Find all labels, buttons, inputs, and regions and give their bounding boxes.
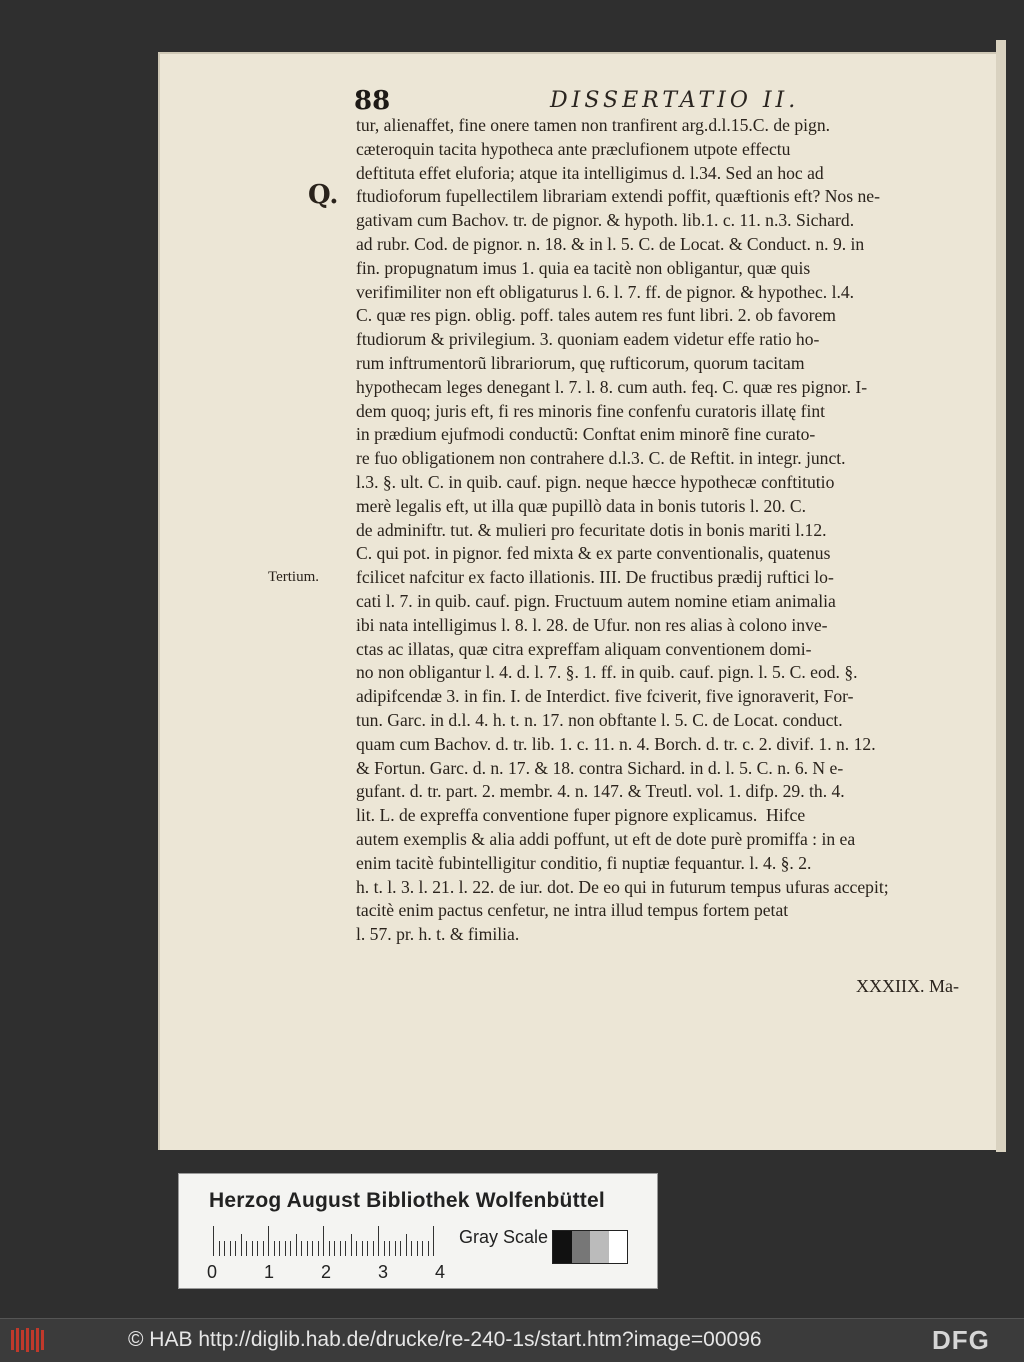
ruler-label: 2 (321, 1262, 332, 1282)
catchword: XXXIIX. Ma- (856, 976, 959, 996)
book-page (158, 52, 996, 1150)
margin-note: Tertium. (268, 569, 320, 585)
text-line: ftudiorum & privilegium. 3. quoniam eadem videtur effe ratio ho- (356, 329, 820, 350)
ruler-tick (263, 1241, 264, 1256)
text-line: cæteroquin tacita hypotheca ante præclufionem utpote effectu (356, 138, 791, 159)
ruler-tick (252, 1241, 253, 1256)
ruler-labels (207, 1262, 467, 1284)
swatch-cell (553, 1231, 572, 1263)
ruler-tick (312, 1241, 313, 1256)
page-edge (996, 40, 1006, 1152)
text-line: C. qui pot. in pignor. fed mixta & ex parte conventionalis, quatenus (356, 543, 831, 564)
text-line: hypothecam leges denegant l. 7. l. 8. cum auth. feq. C. quæ res pignor. I- (356, 376, 868, 397)
text-line: fcilicet nafcitur ex facto illationis. III. De fructibus prædij ruftici lo- (356, 567, 834, 588)
ruler-label: 1 (264, 1262, 275, 1282)
text-line: ftudiofοrum fupellectilem librariam extendi poffit, quæftionis eft? Nos ne- (356, 186, 880, 207)
ruler-tick (334, 1241, 335, 1256)
text-line: in prædium ejufmodi conductũ: Conftat enim minorẽ fine curato- (356, 424, 816, 445)
text-line: gativam cum Bachov. tr. de pignor. & hypoth. lib.1. c. 11. n.3. Sichard. (356, 210, 855, 231)
ruler-tick (384, 1241, 385, 1256)
text-line: no non obligantur l. 4. d. l. 7. §. 1. ff. in quib. cauf. pign. l. 5. C. eod. §. (356, 662, 858, 683)
ruler-tick (411, 1241, 412, 1256)
ruler-tick (367, 1241, 368, 1256)
text-line: rum inftrumentorũ librariorum, quę rufticorum, quorum tacitam (356, 352, 805, 373)
text-line: quam cum Bachov. d. tr. lib. 1. c. 11. n. 4. Borch. d. tr. c. 2. divif. 1. n. 12. (356, 733, 876, 754)
ruler-tick (389, 1241, 390, 1256)
ruler-tick (268, 1226, 269, 1256)
ruler-tick (428, 1241, 429, 1256)
text-line: adipifcendæ 3. in fin. I. de Interdict. five fciverit, five ignoraverit, For- (356, 686, 854, 707)
ruler-tick (296, 1234, 297, 1256)
ruler-tick (345, 1241, 346, 1256)
swatch-cell (572, 1231, 591, 1263)
ruler-tick (230, 1241, 231, 1256)
text-line: l.3. §. ult. C. in quib. cauf. pign. neque hæcce hypothecæ conftitutio (356, 471, 835, 492)
ruler-tick (307, 1241, 308, 1256)
ruler-tick (362, 1241, 363, 1256)
body-text (356, 114, 978, 947)
text-line: fin. propugnatum imus 1. quia ea tacitè non obligantur, quæ quis (356, 257, 811, 278)
text-line: & Fortun. Garc. d. n. 17. & 18. contra Sichard. in d. l. 5. C. n. 6. N e- (356, 757, 844, 778)
ruler-tick (340, 1241, 341, 1256)
text-line: verifimiliter non eft obligaturus l. 6. l. 7. ff. de pignor. & hypothec. l.4. (356, 281, 855, 302)
ruler-tick (378, 1226, 379, 1256)
ruler-tick (235, 1241, 236, 1256)
ruler-tick (373, 1241, 374, 1256)
ruler-tick (406, 1234, 407, 1256)
text-line: h. t. l. 3. l. 21. l. 22. de iur. dot. De eo qui in futurum tempus ufuras accepit; (356, 876, 889, 897)
dfg-logo: DFG (932, 1325, 990, 1355)
text-line: de adminiftr. tut. & mulieri pro fecuritate dotis in bonis mariti l.12. (356, 519, 827, 540)
ruler-tick (417, 1241, 418, 1256)
text-line: lit. L. de expreffa conventione fuper pignore explicamus. Hifce (356, 805, 806, 826)
ruler-tick (318, 1241, 319, 1256)
text-line: dem quoq; juris eft, fi res minoris fine confenfu curatoris illatę fint (356, 400, 826, 421)
ruler-tick (290, 1241, 291, 1256)
footer-bar (0, 1318, 1024, 1362)
text-line: merè legalis eft, ut illa quæ pupillò data in bonis tutoris l. 20. C. (356, 495, 807, 516)
text-line: ibi nata intelligimus l. 8. l. 28. de Ufur. non res alias à colono inve- (356, 614, 828, 635)
ruler-tick (246, 1241, 247, 1256)
ruler-label: 3 (378, 1262, 389, 1282)
ruler-tick (323, 1226, 324, 1256)
ruler-tick (356, 1241, 357, 1256)
ruler-tick (400, 1241, 401, 1256)
ruler-tick (279, 1241, 280, 1256)
ruler-title: Herzog August Bibliothek Wolfenbüttel (209, 1189, 605, 1212)
ruler-tick (329, 1241, 330, 1256)
margin-mark: Q. (308, 180, 339, 210)
text-line: l. 57. pr. h. t. & fimilia. (356, 924, 520, 945)
ruler-tick (351, 1234, 352, 1256)
text-line: enim tacitè fubintelligitur conditio, fi nuptiæ fequantur. l. 4. §. 2. (356, 852, 812, 873)
gray-scale-swatch (552, 1230, 628, 1264)
ruler-label: 4 (435, 1262, 446, 1282)
text-line: tun. Garc. in d.l. 4. h. t. n. 17. non obftante l. 5. C. de Locat. conduct. (356, 709, 843, 730)
hab-logo-icon (8, 1325, 50, 1355)
footer-copyright: © HAB http://diglib.hab.de/drucke/re-240-1s/start.htm?image=00096 (128, 1328, 762, 1351)
running-title: DISSERTATIO II. (550, 88, 800, 113)
text-line: ctas ac illatas, quæ citra expreffam aliquam conventionem domi- (356, 638, 812, 659)
color-ruler-card (178, 1173, 658, 1289)
ruler-tick (301, 1241, 302, 1256)
ruler-tick (213, 1226, 214, 1256)
swatch-cell (590, 1231, 609, 1263)
swatch-cell (609, 1231, 628, 1263)
text-line: cati l. 7. in quib. cauf. pign. Fructuum autem nomine etiam animalia (356, 590, 836, 611)
text-line: gufant. d. tr. part. 2. membr. 4. n. 147. & Treutl. vol. 1. difp. 29. th. 4. (356, 781, 845, 802)
ruler-scale (213, 1226, 443, 1256)
text-line: tacitè enim pactus cenfetur, ne intra illud tempus fortem petat (356, 900, 789, 921)
ruler-tick (285, 1241, 286, 1256)
ruler-tick (274, 1241, 275, 1256)
text-line: ad rubr. Cod. de pignor. n. 18. & in l. 5. C. de Locat. & Conduct. n. 9. in (356, 233, 865, 254)
ruler-tick (224, 1241, 225, 1256)
text-line: re fuo obligationem non contrahere d.l.3. C. de Reftit. in integr. junct. (356, 448, 846, 469)
ruler-tick (422, 1241, 423, 1256)
page-number: 88 (354, 86, 391, 116)
text-line: autem exemplis & alia addi poffunt, ut eft de dote purè promiffa : in ea (356, 828, 856, 849)
ruler-tick (395, 1241, 396, 1256)
ruler-label: 0 (207, 1262, 218, 1282)
ruler-tick (219, 1241, 220, 1256)
text-line: deftituta effet elufοria; atque ita intelligimus d. l.34. Sed an hoc ad (356, 162, 824, 183)
ruler-tick (241, 1234, 242, 1256)
ruler-tick (257, 1241, 258, 1256)
ruler-tick (433, 1226, 434, 1256)
text-line: tur, alienaffet, fine onere tamen non tranfirent arg.d.l.15.C. de pign. (356, 115, 831, 135)
text-line: C. quæ res pign. oblig. poff. tales autem res funt libri. 2. ob favorem (356, 305, 836, 326)
gray-scale-label: Gray Scale (459, 1227, 549, 1247)
